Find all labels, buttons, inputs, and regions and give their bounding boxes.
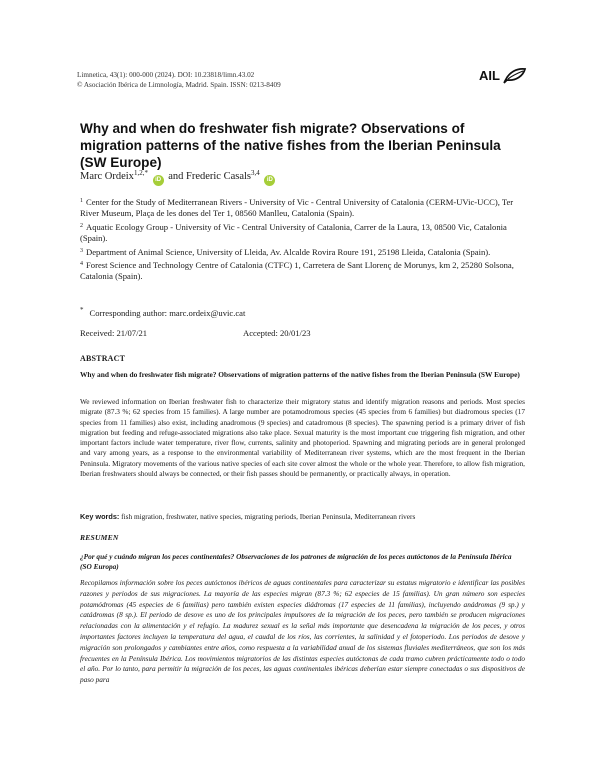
journal-header (77, 67, 527, 90)
resumen-body: Recopilamos información sobre los peces autóctonos ibéricos de aguas continentales para caracterizar su estatus migratorio e identificar las posibles razones y periodos de sus migraciones. La mayoría de las especies migran (87.3 %; 62 especies de 15 familias). Un gran número son especies potamódromas (45 especies de 6 familias) pero también existen especies diádromas (17 especies de 11 familias), incluyendo anádromas (9 sp.) y catádromas (8 sp.). El periodo de desove es uno de los principales impulsores de la migración de los peces, pero también se producen migraciones relacionadas con la alimentación y el refugio. La madurez sexual es la señal más importante que desencadena la migración de los peces, y otros importantes factores incluyen la temperatura del agua, el caudal de los ríos, las corrientes, la salinidad y el fotoperiodo. Los periodos de desove y migración son prolongados y cambiantes entre años, como respuesta a la variabilidad anual de los sistemas fluviales mediterráneos, que son los más frecuentes en la Península Ibérica. Los movimientos migratorios de las distintas especies autóctonas de cada tramo cubren prácticamente todo o todo el año. Por lo tanto, para permitir la migración de los peces, las aguas continentales ibéricas deberían estar siempre conectadas o sus dispositivos de paso para (80, 578, 525, 685)
publisher-line: © Asociación Ibérica de Limnología, Madrid. Spain. ISSN: 0213-8409 (77, 81, 281, 89)
article-dates (80, 328, 525, 338)
ail-logo (479, 66, 527, 84)
journal-citation: Limnetica, 43(1): 000-000 (2024). DOI: 10.23818/limn.43.02 (77, 71, 255, 79)
resumen-heading: RESUMEN (80, 533, 119, 542)
abstract-title: Why and when do freshwater fish migrate? Observations of migration patterns of the native fishes from the Iberian Peninsula (SW Europe) (80, 370, 520, 379)
article-title: Why and when do freshwater fish migrate? Observations of migration patterns of the native fishes from the Iberian Peninsula (SW Europe) (80, 121, 501, 170)
orcid-icon[interactable]: iD (264, 175, 275, 186)
received-date: Received: 21/07/21 (80, 328, 148, 338)
keywords (80, 512, 525, 522)
affiliation-text: Forest Science and Technology Centre of Catalonia (CTFC) 1, Carretera de Sant Llorenç de Morunys, km 2, 25280 Solsona, Catalonia (Spain). (80, 260, 514, 282)
keywords-text: fish migration, freshwater, native species, migrating periods, Iberian Peninsula, Mediterranean rivers (121, 512, 416, 521)
affiliation-text: Department of Animal Science, University of Lleida, Av. Alcalde Rovira Roure 191, 25198 Lleida, Catalonia (Spain). (86, 246, 491, 257)
author-connector: and (168, 171, 184, 182)
orcid-icon[interactable]: iD (153, 175, 164, 186)
corresponding-author (80, 306, 245, 318)
fish-leaf-icon (503, 66, 527, 84)
author-name: Frederic Casals (185, 171, 252, 182)
affiliation-number: 1 (80, 198, 83, 204)
author-affil-sup: 1,2,* (133, 169, 148, 177)
affiliation-text: Center for the Study of Mediterranean Rivers - University of Vic - Central University of Catalonia (CERM-UVic-UCC), Ter River Museum, Plaça de les dones del Ter 1, 08560 Manlleu, Catalonia (Spain). (80, 197, 514, 219)
corresponding-mark: * (80, 306, 84, 314)
affiliation-number: 4 (80, 261, 83, 268)
affiliation-item (80, 246, 525, 258)
affiliation-number: 3 (80, 247, 83, 254)
affiliation-number: 2 (80, 222, 83, 229)
keywords-label: Key words: (80, 512, 120, 521)
affiliation-item (80, 196, 525, 220)
affiliation-item (80, 221, 525, 245)
affiliations (80, 196, 525, 284)
logo-text: AIL (479, 67, 500, 83)
corresponding-text[interactable]: Corresponding author: marc.ordeix@uvic.cat (89, 307, 246, 318)
resumen-title: ¿Por qué y cuándo migran los peces continentales? Observaciones de los patrones de migración de los peces autóctonos de la Península Ibérica (SO Europa) (80, 552, 512, 572)
accepted-date: Accepted: 20/01/23 (243, 328, 311, 338)
author-name: Marc Ordeix (80, 171, 134, 182)
affiliation-item (80, 259, 525, 283)
affiliation-text: Aquatic Ecology Group - University of Vic - Central University of Catalonia, Carrer de la Laura, 13, 08500 Vic, Catalonia (Spain). (80, 221, 507, 244)
abstract-heading: ABSTRACT (80, 354, 126, 363)
abstract-body: We reviewed information on Iberian freshwater fish to characterize their migratory status and identify migration reasons and periods. Most species migrate (87.3 %; 62 species from 15 families). A large number are potamodromous species (45 species from 6 families) but diadromous species (17 species from 11 families) also exist, including anadromous (9 species) and catadromous (8 species). The spawning period is a primary driver of fish migration but feeding and refuge-associated migrations also take place. Sexual maturity is the most important cue triggering fish migration, and other important factors include water temperature, river flow, currents, salinity and photoperiod. Spawning and migrating periods are in general prolonged and vary among years, as a response to the environmental variability of Mediterranean river systems, which are the most frequent in the Iberian Peninsula. Migratory movements of the various native species of each site cover almost the whole or the whole year. Therefore, to allow fish migration, Iberian freshwaters should always be connected, or their fish passes should be permanently, or practically always, in operation. (80, 397, 525, 479)
author-affil-sup: 3,4 (251, 169, 260, 177)
author-line (80, 166, 277, 186)
